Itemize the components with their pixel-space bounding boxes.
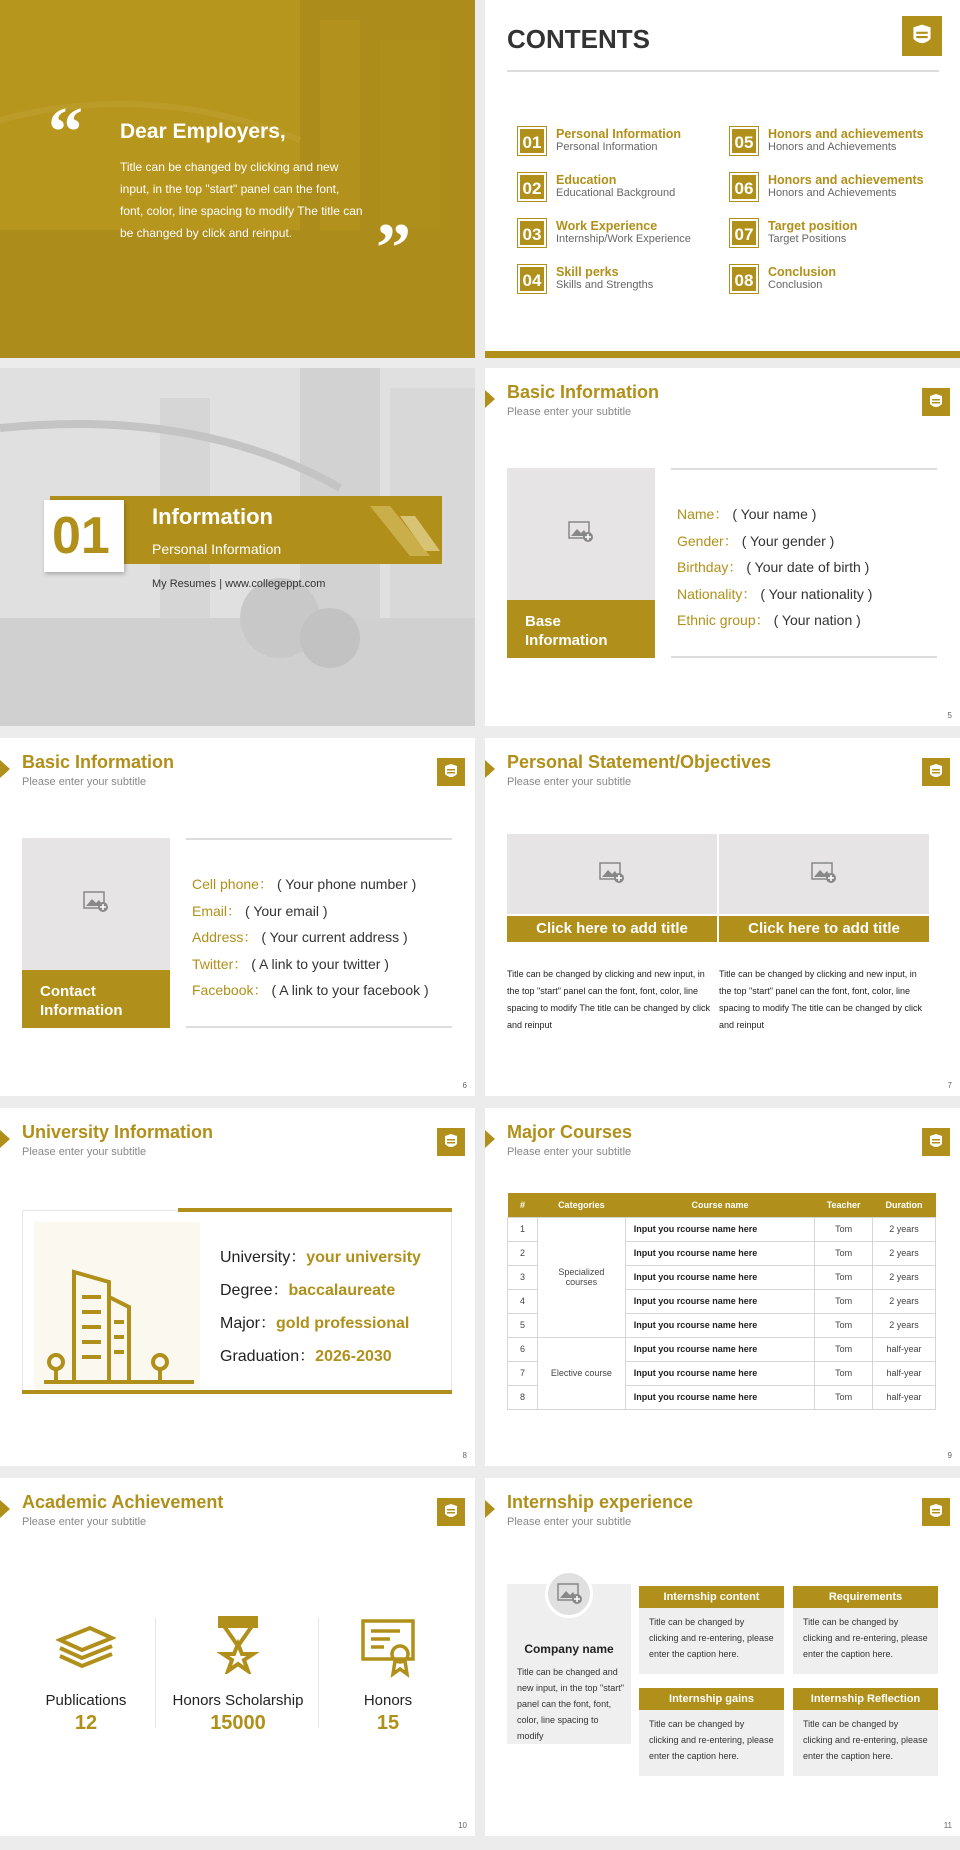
- contents-item-subtitle: Conclusion: [768, 279, 823, 291]
- course-name-cell[interactable]: Input you rcourse name here: [625, 1289, 814, 1313]
- university-row: [220, 1244, 421, 1267]
- row-number: 7: [508, 1361, 538, 1385]
- statement-card-body: Title can be changed by clicking and new input, in the top "start" panel can the font, font, color, line spacing to modify The title can be changed by click and reinput: [507, 969, 710, 1030]
- info-row-label: Name：: [677, 506, 729, 522]
- table-row: [508, 1217, 936, 1241]
- info-row: [677, 557, 869, 577]
- table-row: [508, 1337, 936, 1361]
- info-row-value[interactable]: ( Your name ): [732, 506, 817, 522]
- teacher-cell: Tom: [815, 1385, 873, 1409]
- slide-body: Title can be changed by clicking and new input, in the top "start" panel can the font, font, color, line spacing to modify The title can be changed by click and reinput.: [120, 160, 363, 240]
- contents-item-subtitle: Skills and Strengths: [556, 279, 654, 291]
- duration-cell: 2 years: [873, 1313, 936, 1337]
- university-row: [220, 1310, 409, 1333]
- header-number: #: [508, 1193, 538, 1217]
- header-categories: Categories: [537, 1193, 625, 1217]
- page-number: 10: [458, 1821, 467, 1830]
- duration-cell: 2 years: [873, 1289, 936, 1313]
- info-row-label: Address：: [192, 929, 258, 945]
- contents-item-number: 03: [518, 219, 546, 247]
- contents-item[interactable]: [730, 127, 940, 161]
- duration-cell: half-year: [873, 1361, 936, 1385]
- slide-subtitle: Please enter your subtitle: [22, 1516, 147, 1528]
- info-row-value[interactable]: ( A link to your facebook ): [271, 982, 429, 998]
- info-row-value[interactable]: ( A link to your twitter ): [251, 955, 389, 972]
- page-number: 6: [462, 1081, 467, 1090]
- slide-dear-employers[interactable]: [0, 0, 475, 358]
- teacher-cell: Tom: [815, 1361, 873, 1385]
- page-number: 8: [462, 1451, 467, 1460]
- row-number: 1: [508, 1217, 538, 1241]
- duration-cell: half-year: [873, 1385, 936, 1409]
- header-marker: [485, 760, 495, 778]
- slide-subtitle: Please enter your subtitle: [22, 1146, 147, 1158]
- achievement-label-publications: Publications: [45, 1692, 127, 1709]
- section-number: 01: [52, 507, 110, 565]
- company-description: Title can be changed and new input, in the top "start" panel can the font, font, color, line spacing to modify: [517, 1667, 624, 1741]
- achievement-value-scholarship: 15000: [210, 1712, 266, 1734]
- school-logo-icon: [922, 1128, 950, 1156]
- info-row-value[interactable]: ( Your nation ): [773, 612, 861, 628]
- info-row: [677, 531, 834, 551]
- contents-item[interactable]: [518, 127, 728, 161]
- course-name-cell[interactable]: Input you rcourse name here: [625, 1265, 814, 1289]
- slide-title: Internship experience: [507, 1492, 694, 1512]
- university-row-label: Major：: [220, 1315, 277, 1332]
- university-row-label: University：: [220, 1249, 307, 1266]
- slide-major-courses[interactable]: [485, 1108, 960, 1466]
- header-course-name: Course name: [625, 1193, 814, 1217]
- close-quote-mark: ”: [376, 210, 411, 287]
- contents-item-number: 06: [730, 173, 758, 201]
- courses-table-body: [508, 1217, 936, 1409]
- teacher-cell: Tom: [815, 1289, 873, 1313]
- course-name-cell[interactable]: Input you rcourse name here: [625, 1217, 814, 1241]
- university-card-bottom-bar: [22, 1390, 452, 1394]
- achievement-label-honors: Honors: [363, 1692, 413, 1709]
- medal-icon: [216, 1616, 260, 1674]
- building-icon: [34, 1222, 200, 1390]
- university-row-value[interactable]: baccalaureate: [288, 1282, 396, 1299]
- contents-bottom-bar: [485, 351, 960, 358]
- slide-basic-information[interactable]: [485, 368, 960, 726]
- contents-item-title: Education: [556, 173, 617, 187]
- internship-box-body: Title can be changed by clicking and re-entering, please enter the caption here.: [639, 1608, 784, 1674]
- slide-contents[interactable]: [485, 0, 960, 358]
- contents-item-number: 07: [730, 219, 758, 247]
- slide-subtitle: Please enter your subtitle: [22, 776, 147, 788]
- books-icon: [56, 1620, 116, 1670]
- statement-image-placeholder[interactable]: [507, 834, 717, 914]
- internship-box-body: Title can be changed by clicking and re-entering, please enter the caption here.: [793, 1608, 938, 1674]
- duration-cell: 2 years: [873, 1217, 936, 1241]
- contents-item-subtitle: Honors and Achievements: [768, 141, 897, 153]
- slide-subtitle: Please enter your subtitle: [507, 776, 632, 788]
- certificate-icon: [360, 1618, 418, 1678]
- internship-box-body: Title can be changed by clicking and re-entering, please enter the caption here.: [793, 1710, 938, 1776]
- achievement-label-scholarship: Honors Scholarship: [172, 1692, 304, 1709]
- contents-item-subtitle: Personal Information: [556, 141, 658, 153]
- statement-image-placeholder[interactable]: [719, 834, 929, 914]
- courses-table-header: [508, 1193, 936, 1217]
- photo-label: Base Information: [525, 613, 608, 649]
- info-row-value[interactable]: ( Your current address ): [261, 929, 408, 945]
- internship-box-title[interactable]: Internship Reflection: [793, 1688, 938, 1710]
- image-placeholder-icon: [557, 1583, 583, 1605]
- info-divider-bottom: [186, 1026, 452, 1028]
- contents-item[interactable]: [518, 265, 728, 299]
- contents-item-title: Personal Information: [556, 127, 682, 141]
- slide-university-information[interactable]: [0, 1108, 475, 1466]
- info-row-label: Birthday：: [677, 559, 743, 575]
- info-row-label: Gender：: [677, 532, 738, 549]
- slide-title: Personal Statement/Objectives: [507, 752, 772, 772]
- row-number: 5: [508, 1313, 538, 1337]
- row-number: 3: [508, 1265, 538, 1289]
- info-row: [677, 504, 816, 524]
- header-marker: [485, 390, 495, 408]
- header-marker: [0, 760, 10, 778]
- slide-personal-statement[interactable]: [485, 738, 960, 1096]
- row-number: 6: [508, 1337, 538, 1361]
- section-banner-stripes: [360, 496, 442, 564]
- course-name-cell[interactable]: Input you rcourse name here: [625, 1313, 814, 1337]
- achievement-value-honors: 15: [376, 1712, 400, 1734]
- page-number: 7: [947, 1081, 952, 1090]
- image-placeholder-icon: [599, 862, 625, 884]
- slide-subtitle: Please enter your subtitle: [507, 1516, 632, 1528]
- contents-item-subtitle: Honors and Achievements: [768, 187, 897, 199]
- university-row-value[interactable]: 2026-2030: [315, 1348, 392, 1365]
- university-row-value[interactable]: your university: [306, 1249, 421, 1266]
- header-marker: [0, 1500, 10, 1518]
- contents-item[interactable]: [730, 173, 940, 207]
- page-number: 11: [943, 1821, 952, 1830]
- contents-item-title: Target position: [768, 219, 858, 233]
- slide-subtitle: Please enter your subtitle: [507, 406, 632, 418]
- school-logo-icon: [922, 758, 950, 786]
- page-number: 5: [947, 711, 952, 720]
- section-title: Information: [152, 504, 273, 529]
- contents-item-number: 05: [730, 127, 758, 155]
- statement-card-body: Title can be changed by clicking and new input, in the top "start" panel can the font, font, color, line spacing to modify The title can be changed by click and reinput: [719, 969, 922, 1030]
- category-cell: Elective course: [537, 1337, 625, 1409]
- slide-title: Basic Information: [507, 382, 660, 402]
- info-row: [192, 874, 416, 894]
- header-duration: Duration: [873, 1193, 936, 1217]
- header-teacher: Teacher: [815, 1193, 873, 1217]
- info-row: [192, 927, 408, 947]
- slide-section-information[interactable]: [0, 368, 475, 726]
- info-row-label: Email：: [192, 902, 242, 919]
- school-logo-icon: [437, 1498, 465, 1526]
- info-row-value[interactable]: ( Your phone number ): [276, 876, 417, 892]
- image-placeholder-icon: [83, 891, 109, 913]
- school-logo-icon: [922, 388, 950, 416]
- info-row-label: Nationality：: [677, 585, 757, 602]
- teacher-cell: Tom: [815, 1265, 873, 1289]
- contents-item-number: 08: [730, 265, 758, 293]
- info-row-label: Twitter：: [192, 955, 248, 972]
- slide-title: Academic Achievement: [22, 1492, 224, 1512]
- internship-box-body: Title can be changed by clicking and re-entering, please enter the caption here.: [639, 1710, 784, 1776]
- course-name-cell[interactable]: Input you rcourse name here: [625, 1385, 814, 1409]
- company-name: Company name: [524, 1642, 614, 1656]
- header-marker: [0, 1130, 10, 1148]
- contents-item-title: Work Experience: [556, 219, 658, 233]
- section-footer: My Resumes | www.collegeppt.com: [152, 578, 326, 590]
- info-row-value[interactable]: ( Your gender ): [741, 532, 835, 549]
- duration-cell: half-year: [873, 1337, 936, 1361]
- image-placeholder-icon: [568, 521, 594, 543]
- slide-title: Major Courses: [507, 1122, 633, 1142]
- contents-item-subtitle: Target Positions: [768, 233, 847, 245]
- course-name-cell[interactable]: Input you rcourse name here: [625, 1361, 814, 1385]
- contents-item[interactable]: [518, 173, 728, 207]
- info-row-label: Facebook：: [192, 982, 268, 998]
- slide-contact-information[interactable]: [0, 738, 475, 1096]
- section-subtitle: Personal Information: [152, 541, 282, 557]
- info-divider-bottom: [671, 656, 937, 658]
- contents-divider: [507, 70, 939, 72]
- internship-box-title[interactable]: Internship gains: [639, 1688, 784, 1710]
- school-logo-icon: [922, 1498, 950, 1526]
- info-row-value[interactable]: ( Your date of birth ): [746, 559, 870, 575]
- teacher-cell: Tom: [815, 1217, 873, 1241]
- contents-item[interactable]: [518, 219, 728, 253]
- row-number: 8: [508, 1385, 538, 1409]
- school-logo-icon: [902, 16, 942, 56]
- open-quote-mark: “: [48, 94, 83, 171]
- university-card-top-bar: [178, 1208, 452, 1212]
- teacher-cell: Tom: [815, 1337, 873, 1361]
- slide-academic-achievement[interactable]: [0, 1478, 475, 1836]
- teacher-cell: Tom: [815, 1241, 873, 1265]
- teacher-cell: Tom: [815, 1313, 873, 1337]
- page-number: 9: [947, 1451, 952, 1460]
- image-placeholder-icon: [811, 862, 837, 884]
- university-row: [220, 1343, 392, 1366]
- info-divider-top: [186, 838, 452, 840]
- statement-card-title[interactable]: Click here to add title: [719, 916, 929, 942]
- school-logo-icon: [437, 1128, 465, 1156]
- info-row-label: Cell phone：: [192, 876, 273, 892]
- internship-box-title[interactable]: Internship content: [639, 1586, 784, 1608]
- statement-card-title[interactable]: Click here to add title: [507, 916, 717, 942]
- slide-title: Basic Information: [22, 752, 175, 772]
- contents-item[interactable]: [730, 219, 940, 253]
- duration-cell: 2 years: [873, 1241, 936, 1265]
- building-illustration: [34, 1222, 200, 1390]
- info-row-value[interactable]: ( Your email ): [245, 902, 328, 919]
- university-row-label: Graduation：: [220, 1348, 316, 1365]
- info-row-value[interactable]: ( Your nationality ): [760, 585, 873, 602]
- slide-title: Dear Employers,: [120, 120, 286, 143]
- contents-item-title: Conclusion: [768, 265, 837, 279]
- achievement-divider-2: [318, 1618, 319, 1728]
- info-row: [192, 980, 429, 1000]
- category-cell: Specialized courses: [537, 1217, 625, 1337]
- info-divider-top: [671, 468, 937, 470]
- info-row: [192, 954, 389, 974]
- info-row: [677, 610, 861, 630]
- duration-cell: 2 years: [873, 1265, 936, 1289]
- row-number: 4: [508, 1289, 538, 1313]
- school-logo-icon: [437, 758, 465, 786]
- slide-title: University Information: [22, 1122, 214, 1142]
- slide-internship-experience[interactable]: [485, 1478, 960, 1836]
- photo-label: Contact Information: [40, 983, 123, 1019]
- contents-item-number: 02: [518, 173, 546, 201]
- contents-item-subtitle: Internship/Work Experience: [556, 233, 691, 245]
- contents-item-title: Honors and achievements: [768, 173, 924, 187]
- university-row-label: Degree：: [220, 1282, 289, 1299]
- contents-item[interactable]: [730, 265, 940, 299]
- achievement-value-publications: 12: [74, 1712, 98, 1734]
- course-name-cell[interactable]: Input you rcourse name here: [625, 1241, 814, 1265]
- contents-item-subtitle: Educational Background: [556, 187, 676, 199]
- university-row-value[interactable]: gold professional: [276, 1315, 410, 1332]
- header-marker: [485, 1500, 495, 1518]
- info-row: [192, 901, 328, 921]
- row-number: 2: [508, 1241, 538, 1265]
- info-row: [677, 584, 872, 604]
- info-row-label: Ethnic group：: [677, 612, 770, 628]
- course-name-cell[interactable]: Input you rcourse name here: [625, 1337, 814, 1361]
- contents-item-number: 01: [518, 127, 546, 155]
- header-marker: [485, 1130, 495, 1148]
- company-logo-placeholder[interactable]: [545, 1570, 593, 1618]
- slide-subtitle: Please enter your subtitle: [507, 1146, 632, 1158]
- courses-table: [507, 1193, 936, 1410]
- internship-box-title[interactable]: Requirements: [793, 1586, 938, 1608]
- contents-item-title: Skill perks: [556, 265, 619, 279]
- contents-item-title: Honors and achievements: [768, 127, 924, 141]
- contents-item-number: 04: [518, 265, 546, 293]
- contents-title: CONTENTS: [507, 24, 650, 54]
- university-row: [220, 1277, 395, 1300]
